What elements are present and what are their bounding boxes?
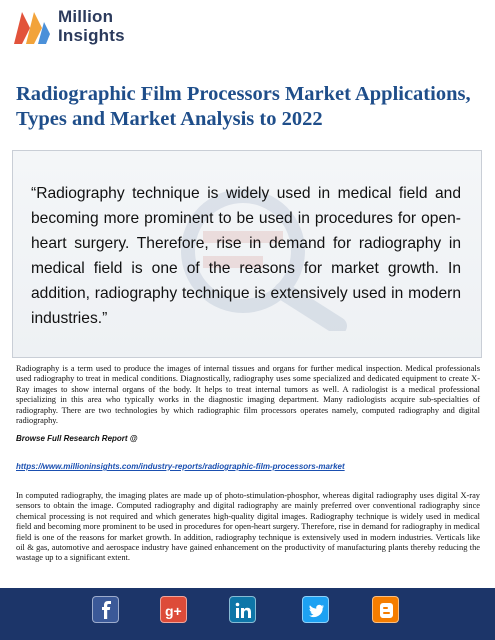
page-title: Radiographic Film Processors Market Applications, Types and Market Analysis to 2022 <box>16 83 471 130</box>
linkedin-icon <box>230 597 257 624</box>
logo-text-insights: Insights <box>58 26 125 45</box>
facebook-icon <box>93 597 120 624</box>
paragraph-intro: Radiography is a term used to produce the images of internal tissues and organs for further medical inspection. Medical professionals used radiography to treat in medical conditions. Diagnostically, radiography uses some specialized and dedicated equipment to create X-Ray images to show internal organs of the body. It helps to treat internal tumors as well. A radiologist is a medical professional specializing in this area who typically works in the diagnostic imaging department. Many radiologists acquire sub-specialties of radiography. There are two technologies by which radiographic film processors operates namely, computed radiography and digital radiography. <box>16 364 480 426</box>
browse-report-label: Browse Full Research Report @ <box>16 434 138 443</box>
blogger-button[interactable] <box>372 596 399 623</box>
twitter-button[interactable] <box>302 596 329 623</box>
quote-box <box>12 150 482 358</box>
facebook-button[interactable] <box>92 596 119 623</box>
linkedin-button[interactable] <box>229 596 256 623</box>
social-footer <box>0 588 495 640</box>
twitter-icon <box>303 597 330 624</box>
google-plus-icon <box>161 597 188 624</box>
blogger-icon <box>373 597 400 624</box>
logo-text-million: Million <box>58 7 114 26</box>
report-link[interactable]: https://www.millioninsights.com/industry-reports/radiographic-film-processors-market <box>16 462 345 471</box>
paragraph-computed-radiography: In computed radiography, the imaging plates are made up of photo-stimulation-phosphor, whereas digital radiography uses digital X-ray sensors to obtain the image. Computed radiography and digital radiography are mainly preferred over conventional radiography since chemical processing is not required and which generates high-quality digital images. Radiography technique is widely used in medical field and becoming more prominent to be used in procedures for open-heart surgery. Therefore, rise in demand for radiography in medical field is one of the reasons for market growth. In addition, radiography technique is extensively used in modern industries. Verticals like oil & gas, automotive and aerospace industry have gained enhancement on the productivity of manufacturing plants thereby reducing the wastage up to a significant extent. <box>16 491 480 563</box>
google-plus-button[interactable] <box>160 596 187 623</box>
million-insights-logo[interactable] <box>12 6 132 50</box>
svg-text:g+: g+ <box>165 603 182 619</box>
pull-quote: “Radiography technique is widely used in medical field and becoming more prominent to be used in procedures for open-heart surgery. Therefore, rise in demand for radiography in medical field is one of the reasons for market growth. In addition, radiography technique is extensively used in modern industries.” <box>31 185 461 327</box>
logo-mark-icon <box>12 8 52 46</box>
header <box>0 0 495 58</box>
